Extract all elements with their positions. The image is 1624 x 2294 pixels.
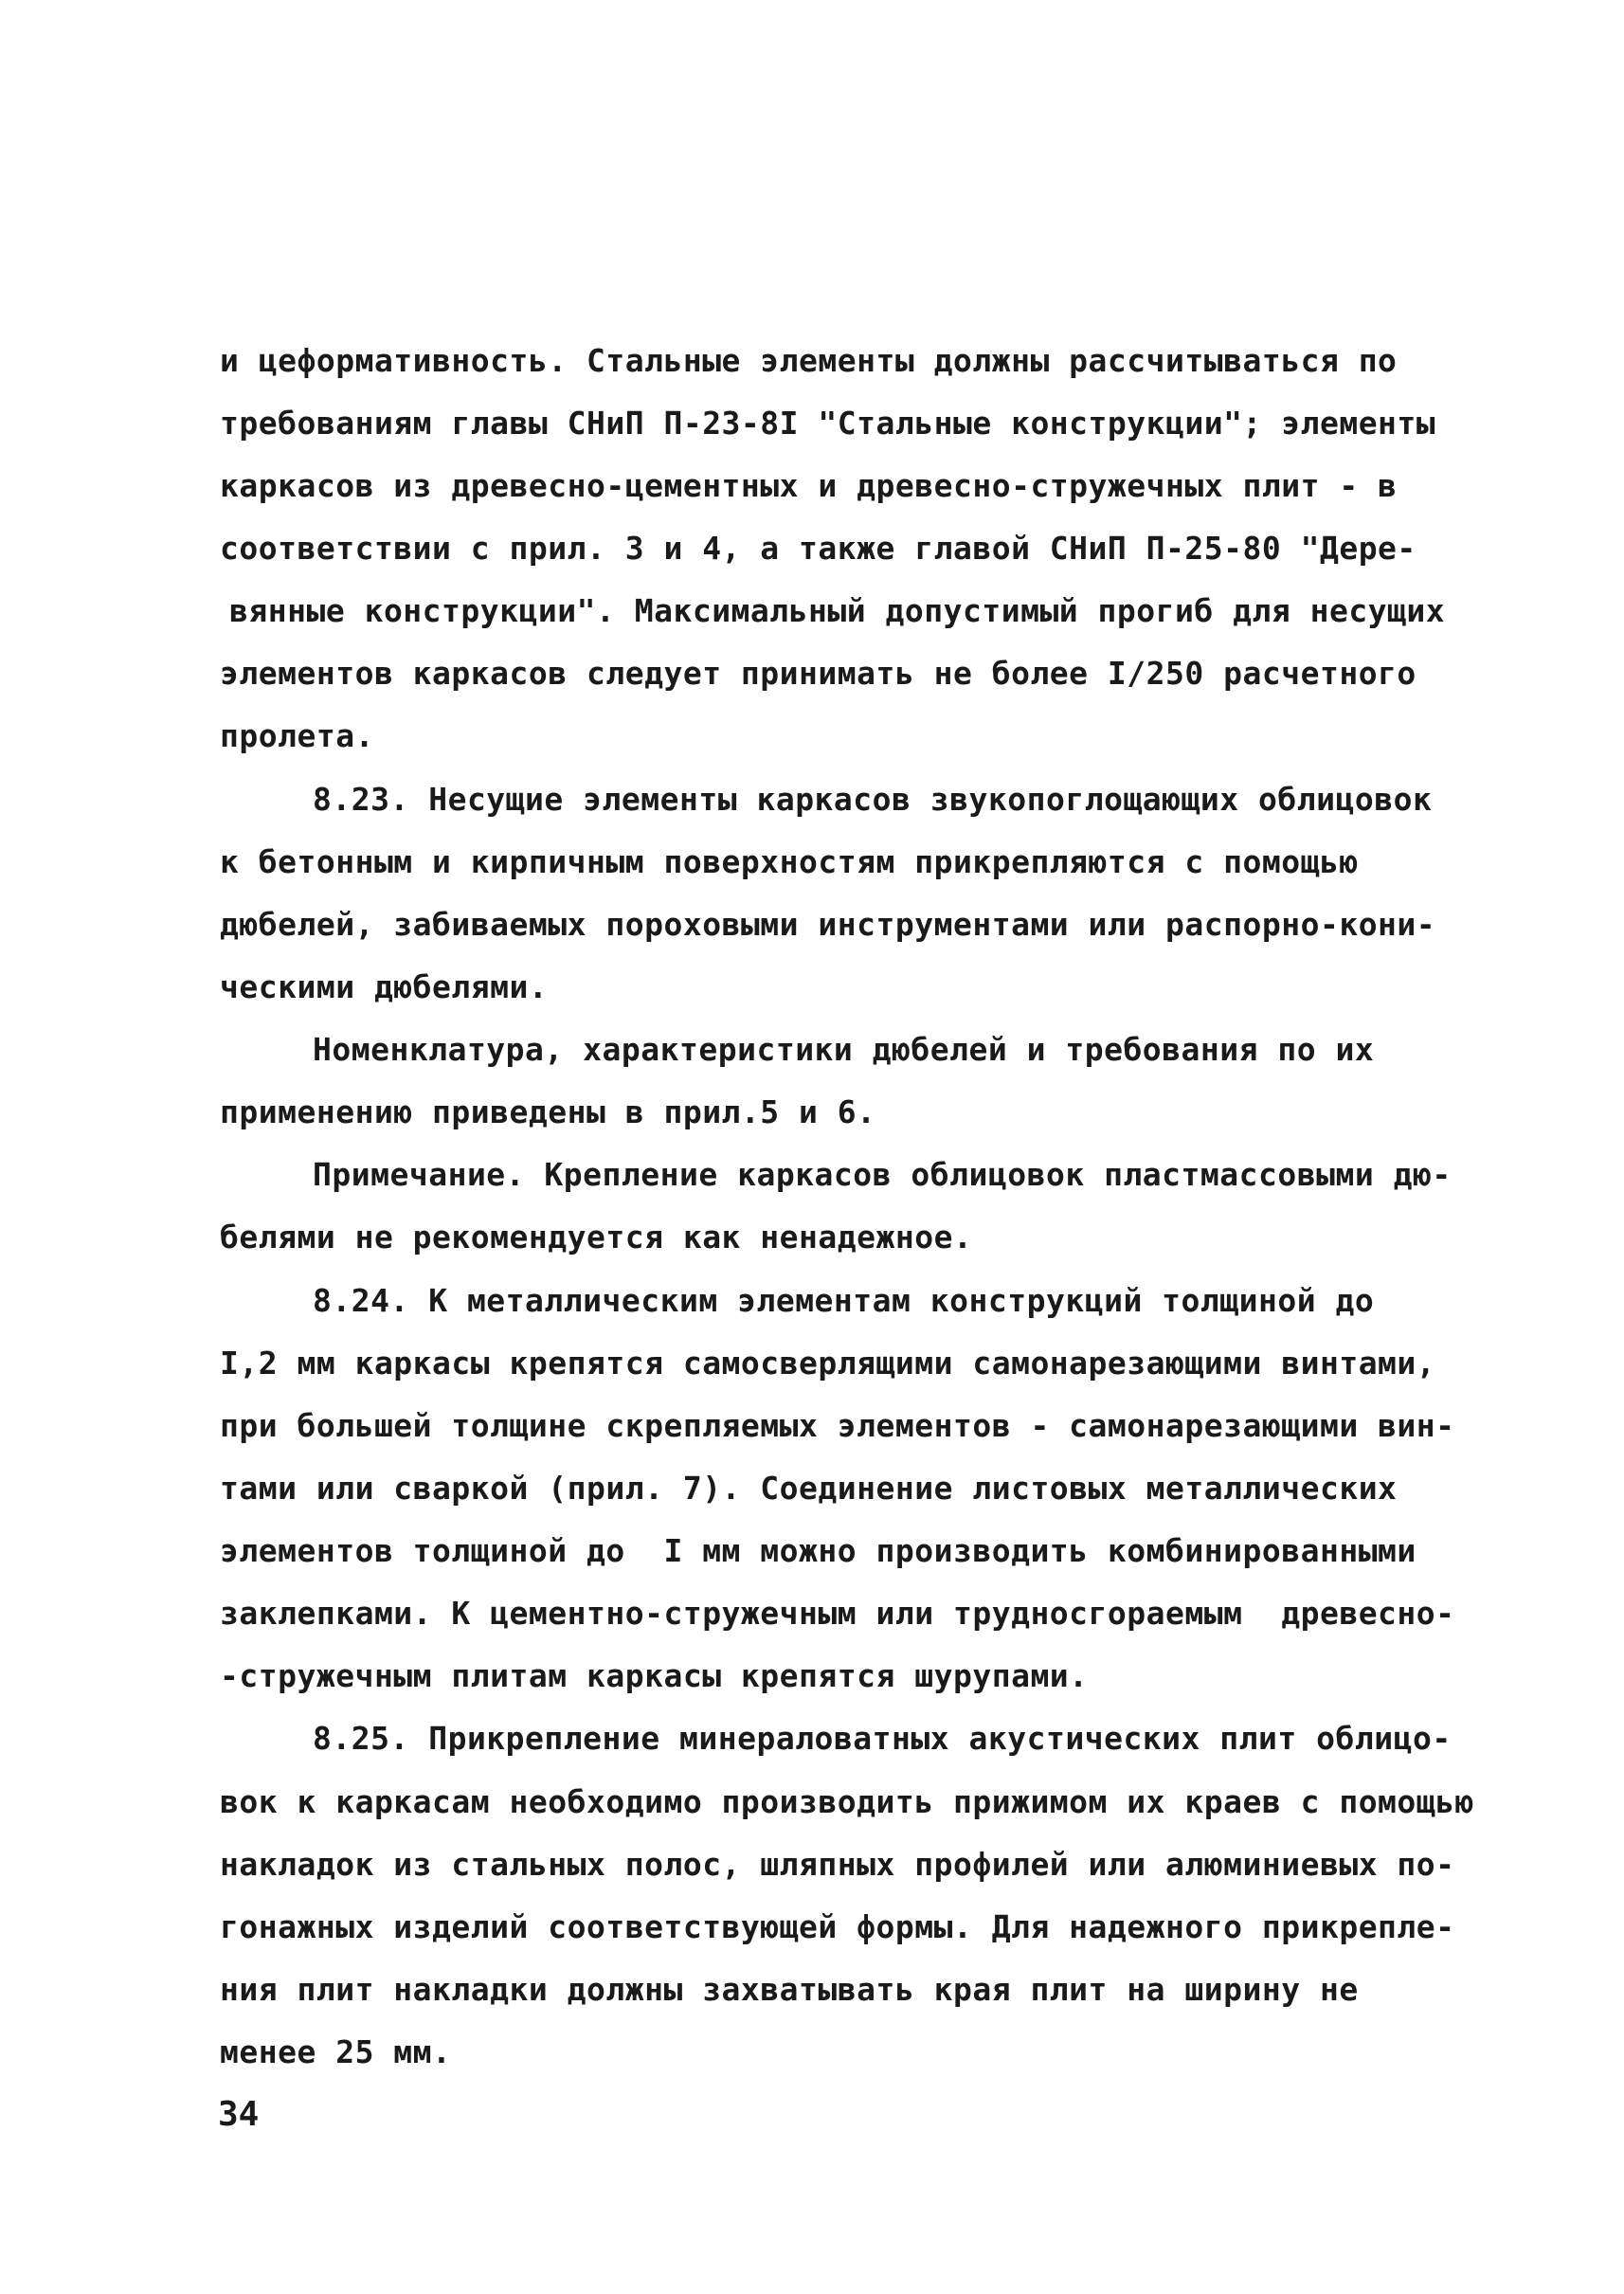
text-line: ния плит накладки должны захватывать края плит на ширину не	[220, 1971, 1359, 2008]
text-line: соответствии с прил. 3 и 4, а также главой СНиП П-25-80 "Дере-	[220, 530, 1416, 567]
text-line: при большей толщине скрепляемых элементов - самонарезающими вин-	[220, 1407, 1455, 1444]
text-line: элементов толщиной до I мм можно производить комбинированными	[220, 1532, 1416, 1569]
text-line: каркасов из древесно-цементных и древесно-стружечных плит - в	[220, 467, 1398, 504]
page-number: 34	[218, 2095, 260, 2134]
text-line: гонажных изделий соответствующей формы. Для надежного прикрепле-	[220, 1908, 1455, 1945]
text-line: требованиям главы СНиП П-23-8I "Стальные конструкции"; элементы	[220, 405, 1436, 442]
text-line: тами или сваркой (прил. 7). Соединение листовых металлических	[220, 1470, 1398, 1507]
text-line: и цеформативность. Стальные элементы должны рассчитываться по	[220, 342, 1398, 379]
text-line: I,2 мм каркасы крепятся самосверлящими самонарезающими винтами,	[220, 1345, 1436, 1382]
text-line: менее 25 мм.	[220, 2033, 452, 2070]
text-line: ческими дюбелями.	[220, 968, 549, 1005]
text-line: пролета.	[220, 717, 374, 754]
section-8-23-heading-line: 8.23. Несущие элементы каркасов звукопоглощающих облицовок	[313, 781, 1433, 818]
note-line: белями не рекомендуется как ненадежное.	[220, 1219, 973, 1255]
text-line: накладок из стальных полос, шляпных профилей или алюминиевых по-	[220, 1846, 1455, 1883]
text-line: дюбелей, забиваемых пороховыми инструментами или распорно-кони-	[220, 906, 1436, 943]
text-line: заклепками. К цементно-стружечным или трудносгораемым древесно-	[220, 1595, 1455, 1632]
text-line: -стружечным плитам каркасы крепятся шурупами.	[220, 1657, 1089, 1694]
section-8-24-heading-line: 8.24. К металлическим элементам конструкций толщиной до	[313, 1282, 1375, 1319]
paragraph-start-line: Номенклатура, характеристики дюбелей и требования по их	[313, 1031, 1375, 1068]
text-line: элементов каркасов следует принимать не более I/250 расчетного	[220, 655, 1416, 692]
section-8-25-heading-line: 8.25. Прикрепление минераловатных акустических плит облицо-	[313, 1720, 1452, 1757]
text-line: вок к каркасам необходимо производить прижимом их краев с помощью	[220, 1783, 1474, 1820]
text-line: применению приведены в прил.5 и 6.	[220, 1093, 876, 1130]
text-line: к бетонным и кирпичным поверхностям прикрепляются с помощью	[220, 843, 1359, 880]
text-line: вянные конструкции". Максимальный допустимый прогиб для несущих	[229, 592, 1446, 629]
note-line: Примечание. Крепление каркасов облицовок пластмассовыми дю-	[313, 1156, 1452, 1193]
